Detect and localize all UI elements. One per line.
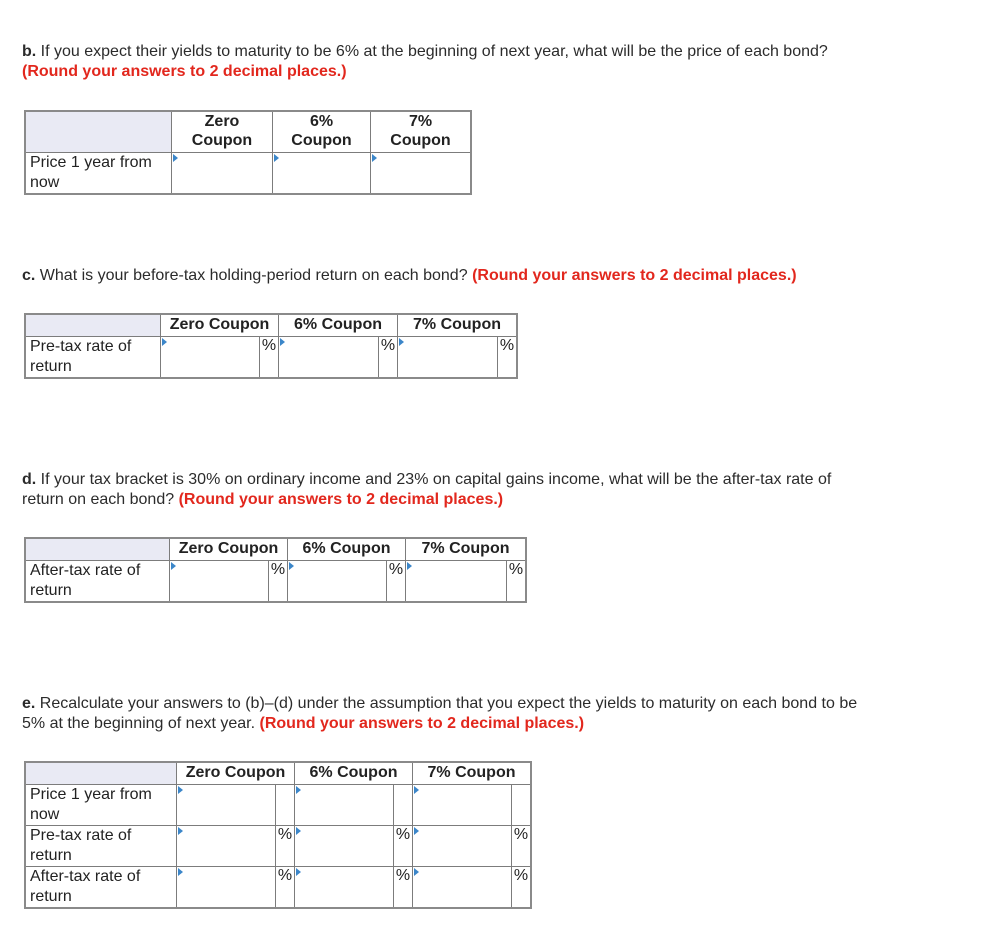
header-7-coupon: 7% Coupon	[406, 538, 527, 560]
question-c-label: c.	[22, 267, 36, 284]
input-e-zero-pretax[interactable]	[177, 825, 276, 866]
input-marker-icon	[407, 562, 412, 570]
input-marker-icon	[414, 786, 419, 794]
input-e-zero-price[interactable]	[177, 784, 276, 825]
percent-sign: %	[276, 825, 295, 866]
row-label-aftertax: After-tax rate of return	[25, 866, 177, 908]
table-b	[24, 110, 472, 195]
input-e-7pct-pretax[interactable]	[413, 825, 512, 866]
header-zero-coupon: Zero Coupon	[177, 762, 295, 784]
input-marker-icon	[178, 868, 183, 876]
question-d-label: d.	[22, 471, 37, 488]
input-c-6pct-pretax[interactable]	[279, 336, 379, 378]
input-e-7pct-price[interactable]	[413, 784, 512, 825]
percent-sign: %	[394, 866, 413, 908]
table-c	[24, 313, 518, 379]
input-marker-icon	[372, 154, 377, 162]
input-b-zero-price[interactable]	[172, 152, 273, 194]
row-label-pretax: Pre-tax rate of return	[25, 825, 177, 866]
row-label-price: Price 1 year from now	[25, 784, 177, 825]
percent-sign: %	[276, 866, 295, 908]
question-b-hint: (Round your answers to 2 decimal places.)	[22, 63, 347, 80]
input-marker-icon	[171, 562, 176, 570]
header-7-coupon: 7% Coupon	[413, 762, 532, 784]
percent-sign: %	[269, 560, 288, 602]
question-d-text-2: return on each bond?	[22, 491, 175, 508]
input-marker-icon	[414, 868, 419, 876]
header-blank	[25, 538, 170, 560]
question-b	[22, 42, 828, 82]
percent-sign: %	[379, 336, 398, 378]
input-marker-icon	[274, 154, 279, 162]
input-marker-icon	[173, 154, 178, 162]
input-b-6pct-price[interactable]	[273, 152, 371, 194]
header-6-coupon: 6% Coupon	[273, 111, 371, 152]
input-marker-icon	[296, 868, 301, 876]
table-d	[24, 537, 527, 603]
input-marker-icon	[178, 827, 183, 835]
question-d	[22, 470, 831, 510]
row-label-aftertax: After-tax rate of return	[25, 560, 170, 602]
input-e-zero-aftertax[interactable]	[177, 866, 276, 908]
question-e	[22, 694, 857, 734]
input-marker-icon	[414, 827, 419, 835]
percent-sign: %	[512, 825, 532, 866]
percent-sign: %	[512, 866, 532, 908]
input-marker-icon	[296, 827, 301, 835]
input-e-6pct-price[interactable]	[295, 784, 394, 825]
input-e-6pct-aftertax[interactable]	[295, 866, 394, 908]
input-c-7pct-pretax[interactable]	[398, 336, 498, 378]
header-zero-coupon: Zero Coupon	[172, 111, 273, 152]
empty-unit-cell	[276, 784, 295, 825]
row-label-pretax: Pre-tax rate of return	[25, 336, 161, 378]
header-blank	[25, 314, 161, 336]
question-e-hint: (Round your answers to 2 decimal places.)	[259, 715, 585, 732]
question-d-text-1: If your tax bracket is 30% on ordinary income and 23% on capital gains income, what will be the after-tax rate of	[36, 471, 832, 488]
header-7-coupon: 7% Coupon	[371, 111, 472, 152]
input-e-7pct-aftertax[interactable]	[413, 866, 512, 908]
question-e-text-2: 5% at the beginning of next year.	[22, 715, 256, 732]
question-b-label: b.	[22, 43, 37, 60]
header-blank	[25, 111, 172, 152]
input-e-6pct-pretax[interactable]	[295, 825, 394, 866]
percent-sign: %	[387, 560, 406, 602]
question-e-text-1: Recalculate your answers to (b)–(d) under the assumption that you expect the yields to maturity on each bond to be	[35, 695, 858, 712]
question-d-hint: (Round your answers to 2 decimal places.)	[178, 491, 504, 508]
input-d-6pct-aftertax[interactable]	[288, 560, 387, 602]
table-e	[24, 761, 532, 909]
input-d-zero-aftertax[interactable]	[170, 560, 269, 602]
header-6-coupon: 6% Coupon	[279, 314, 398, 336]
input-b-7pct-price[interactable]	[371, 152, 472, 194]
percent-sign: %	[260, 336, 279, 378]
question-c-hint: (Round your answers to 2 decimal places.)	[472, 267, 797, 284]
header-blank	[25, 762, 177, 784]
empty-unit-cell	[512, 784, 532, 825]
input-marker-icon	[399, 338, 404, 346]
input-marker-icon	[296, 786, 301, 794]
input-c-zero-pretax[interactable]	[161, 336, 260, 378]
header-6-coupon: 6% Coupon	[288, 538, 406, 560]
question-e-label: e.	[22, 695, 36, 712]
input-d-7pct-aftertax[interactable]	[406, 560, 507, 602]
header-zero-coupon: Zero Coupon	[161, 314, 279, 336]
input-marker-icon	[289, 562, 294, 570]
question-c	[22, 266, 797, 286]
header-zero-coupon: Zero Coupon	[170, 538, 288, 560]
percent-sign: %	[394, 825, 413, 866]
input-marker-icon	[162, 338, 167, 346]
input-marker-icon	[178, 786, 183, 794]
empty-unit-cell	[394, 784, 413, 825]
percent-sign: %	[507, 560, 527, 602]
question-b-text: If you expect their yields to maturity to be 6% at the beginning of next year, what will be the price of each bond?	[36, 43, 828, 60]
question-c-text: What is your before-tax holding-period return on each bond?	[35, 267, 468, 284]
row-label-price: Price 1 year from now	[25, 152, 172, 194]
header-7-coupon: 7% Coupon	[398, 314, 518, 336]
header-6-coupon: 6% Coupon	[295, 762, 413, 784]
percent-sign: %	[498, 336, 518, 378]
input-marker-icon	[280, 338, 285, 346]
